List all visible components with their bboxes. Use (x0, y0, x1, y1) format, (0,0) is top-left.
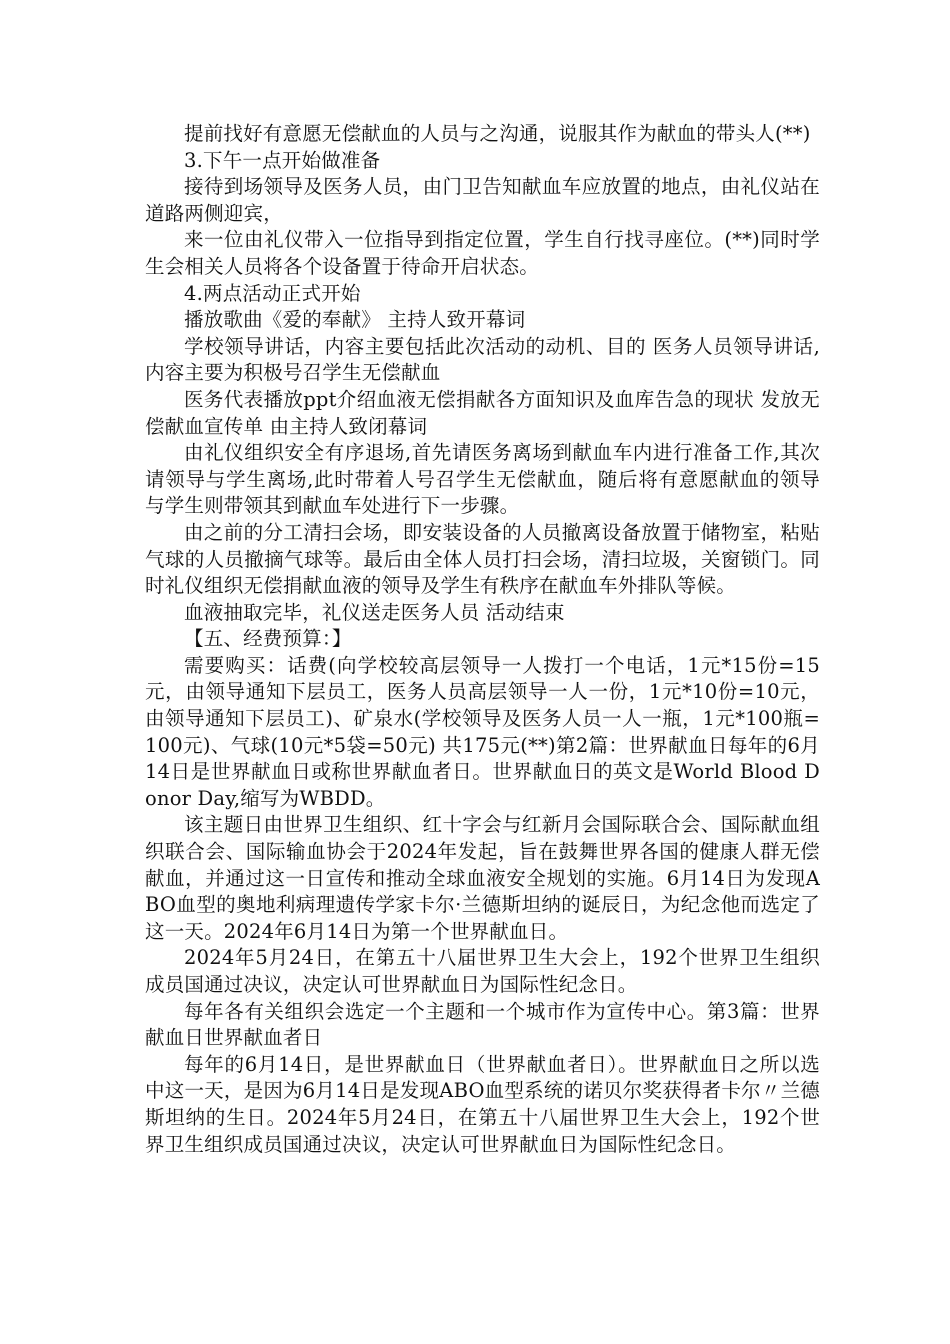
heading-budget: 【五、经费预算：】 (184, 627, 352, 651)
paragraph-exit-order: 由礼仪组织安全有序退场,首先请医务离场到献血车内进行准备工作,其次请领导与学生离场,此时带着人号召学生无偿献血，随后将有意愿献血的领导与学生则带领其到献血车处进行下一步骤。 (145, 441, 820, 518)
paragraph-medical-presentation: 医务代表播放ppt介绍血液无偿捐献各方面知识及血库告急的现状 发放无偿献血宣传单 由主持人致闭幕词 (145, 387, 820, 438)
paragraph-opening: 播放歌曲《爱的奉献》 主持人致开幕词 (184, 308, 526, 332)
paragraph-reception: 接待到场领导及医务人员，由门卫告知献血车应放置的地点，由礼仪站在道路两侧迎宾， (145, 175, 820, 225)
paragraph-wha-resolution: 2024年5月24日，在第五十八届世界卫生大会上，192个世界卫生组织成员国通过决议，决定认可世界献血日为国际性纪念日。 (145, 946, 820, 996)
heading-step-4: 4.两点活动正式开始 (184, 281, 361, 305)
paragraph-volunteer-leaders: 提前找好有意愿无偿献血的人员与之沟通，说服其作为献血的带头人(**) (184, 122, 811, 145)
paragraph-cleanup: 由之前的分工清扫会场，即安装设备的人员撤离设备放置于储物室，粘贴气球的人员撤摘气球等。最后由全体人员打扫会场，清扫垃圾，关窗锁门。同时礼仪组织无偿捐献血液的领导及学生有秩序在献血车外排队等候。 (145, 520, 820, 598)
document-page (145, 121, 820, 1158)
paragraph-activity-end: 血液抽取完毕，礼仪送走医务人员 活动结束 (184, 600, 565, 624)
paragraph-budget-items: 需要购买：话费(向学校较高层领导一人拨打一个电话，1元*15份=15元，由领导通知下层员工，医务人员高层领导一人一份，1元*10份=10元，由领导通知下层员工)、矿泉水(学校领导及医务人员一人一瓶，1元*100瓶=100元)、气球(10元*5袋=50元) 共175元(**)第2篇：世界献血日每年的6月14日是世界献血日或称世界献血者日。世界献血日的英文是World Blood Donor Day,缩写为WBDD。 (145, 653, 820, 810)
paragraph-speeches: 学校领导讲话，内容主要包括此次活动的动机、目的 医务人员领导讲话,内容主要为积极号召学生无偿献血 (145, 334, 820, 385)
paragraph-seating: 来一位由礼仪带入一位指导到指定位置，学生自行找寻座位。(**)同时学生会相关人员将各个设备置于待命开启状态。 (145, 228, 820, 278)
paragraph-june-14: 每年的6月14日，是世界献血日（世界献血者日）。世界献血日之所以选中这一天，是因为6月14日是发现ABO血型系统的诺贝尔奖获得者卡尔〃兰德斯坦纳的生日。2024年5月24日，在第五十八届世界卫生大会上，192个世界卫生组织成员国通过决议，决定认可世界献血日为国际性纪念日。 (145, 1052, 820, 1156)
paragraph-theme-day: 该主题日由世界卫生组织、红十字会与红新月会国际联合会、国际献血组织联合会、国际输血协会于2024年发起，旨在鼓舞世界各国的健康人群无偿献血，并通过这一日宣传和推动全球血液安全规划的实施。6月14日为发现ABO血型的奥地利病理遗传学家卡尔·兰德斯坦纳的诞辰日，为纪念他而选定了这一天。2024年6月14日为第一个世界献血日。 (145, 813, 820, 943)
heading-step-3: 3.下午一点开始做准备 (184, 148, 381, 172)
paragraph-annual-theme: 每年各有关组织会选定一个主题和一个城市作为宣传中心。第3篇：世界献血日世界献血者日 (145, 999, 820, 1050)
